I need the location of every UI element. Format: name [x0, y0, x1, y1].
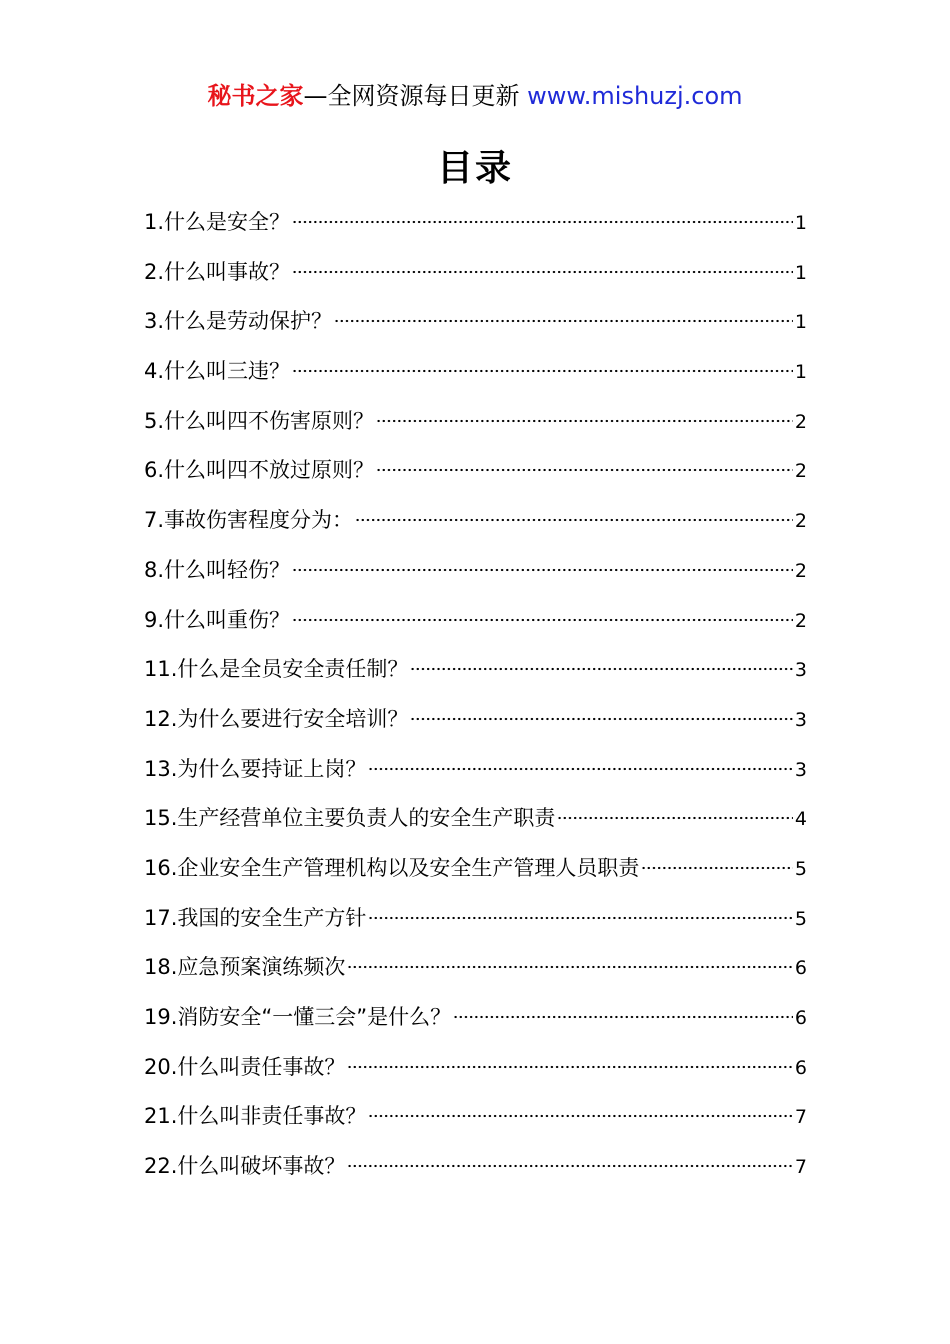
toc-page-number: 1: [794, 212, 807, 234]
toc-page-number: 2: [794, 609, 807, 632]
toc-entry-label: 6.什么叫四不放过原则？: [144, 458, 375, 483]
toc-page-number: 6: [794, 957, 807, 980]
toc-dot-leader: [292, 618, 793, 622]
toc-entry[interactable]: [144, 446, 807, 496]
toc-dot-leader: [292, 220, 793, 224]
toc-dot-leader: [347, 965, 793, 969]
toc-dot-leader: [334, 319, 793, 323]
toc-entry[interactable]: [144, 695, 807, 745]
toc-entry-label: 15.生产经营单位主要负责人的安全生产职责: [144, 806, 556, 831]
header-tagline: —全网资源每日更新: [303, 82, 520, 110]
toc-page-number: 1: [794, 361, 807, 384]
toc-entry[interactable]: [144, 248, 807, 298]
toc-entry-label: 3.什么是劳动保护？: [144, 309, 333, 334]
toc-dot-leader: [453, 1015, 793, 1019]
toc-entry-label: 1.什么是安全？: [144, 210, 291, 234]
toc-page-number: 2: [794, 559, 807, 582]
toc-entry-label: 16.企业安全生产管理机构以及安全生产管理人员职责: [144, 855, 640, 880]
toc-page-number: 3: [794, 659, 807, 682]
toc-dot-leader: [292, 270, 793, 274]
site-header: [0, 78, 950, 114]
toc-entry-label: 17.我国的安全生产方针: [144, 905, 367, 930]
toc-entry[interactable]: [144, 546, 807, 596]
toc-entry-label: 19.消防安全“一懂三会”是什么？: [144, 1005, 452, 1029]
toc-page-number: 1: [794, 311, 807, 334]
toc-entry-label: 5.什么叫四不伤害原则？: [144, 408, 375, 433]
toc-entry-label: 21.什么叫非责任事故？: [144, 1104, 367, 1129]
toc-entry[interactable]: [144, 794, 807, 844]
toc-dot-leader: [292, 568, 793, 572]
site-url-link[interactable]: www.mishuzj.com: [527, 82, 743, 110]
toc-dot-leader: [368, 916, 793, 920]
toc-dot-leader: [641, 866, 793, 870]
toc-page-number: 5: [794, 907, 807, 930]
toc-page-number: 7: [794, 1106, 807, 1129]
toc-dot-leader: [410, 717, 793, 721]
toc-page-number: 3: [794, 758, 807, 781]
page-title: 目录: [436, 147, 513, 189]
brand-name: 秘书之家: [207, 82, 304, 110]
toc-entry-label: 13.为什么要持证上岗？: [144, 756, 367, 781]
toc-entry-label: 20.什么叫责任事故？: [144, 1054, 346, 1079]
toc-page-number: 6: [794, 1056, 807, 1079]
toc-entry[interactable]: [144, 1092, 807, 1142]
toc-entry[interactable]: [144, 1142, 807, 1192]
toc-page-number: 1: [794, 261, 807, 284]
toc-page-number: 6: [794, 1007, 807, 1029]
toc-entry[interactable]: [144, 943, 807, 993]
toc-dot-leader: [347, 1164, 793, 1168]
toc-dot-leader: [376, 419, 793, 423]
toc-entry[interactable]: [144, 745, 807, 795]
toc-dot-leader: [355, 518, 793, 522]
toc-dot-leader: [557, 816, 793, 820]
toc-dot-leader: [347, 1065, 793, 1069]
toc-dot-leader: [292, 369, 793, 373]
toc-entry-label: 11.什么是全员安全责任制？: [144, 657, 409, 682]
toc-page-number: 4: [794, 808, 807, 831]
toc-entry[interactable]: [144, 844, 807, 894]
toc-dot-leader: [376, 468, 793, 472]
toc-dot-leader: [368, 767, 793, 771]
toc-page-number: 3: [794, 708, 807, 731]
toc-entry[interactable]: [144, 993, 807, 1043]
toc-page-number: 2: [794, 510, 807, 533]
toc-entry[interactable]: [144, 645, 807, 695]
toc-entry[interactable]: [144, 397, 807, 447]
toc-entry[interactable]: [144, 347, 807, 397]
toc-entry-label: 4.什么叫三违？: [144, 359, 291, 384]
toc-dot-leader: [410, 667, 793, 671]
toc-page-number: 2: [794, 460, 807, 483]
toc-entry[interactable]: [144, 1043, 807, 1093]
table-of-contents: [144, 198, 807, 1192]
toc-entry-label: 2.什么叫事故？: [144, 259, 291, 284]
toc-entry[interactable]: [144, 496, 807, 546]
toc-entry-label: 7.事故伤害程度分为：: [144, 508, 354, 533]
toc-entry-label: 22.什么叫破坏事故？: [144, 1154, 346, 1179]
toc-page-number: 2: [794, 410, 807, 433]
toc-entry[interactable]: [144, 198, 807, 248]
toc-entry-label: 9.什么叫重伤？: [144, 607, 291, 632]
toc-page-number: 5: [794, 857, 807, 880]
toc-entry[interactable]: [144, 596, 807, 646]
toc-entry-label: 12.为什么要进行安全培训？: [144, 706, 409, 731]
toc-entry[interactable]: [144, 894, 807, 944]
toc-page-number: 7: [794, 1156, 807, 1179]
toc-dot-leader: [368, 1114, 793, 1118]
toc-entry-label: 8.什么叫轻伤？: [144, 557, 291, 582]
toc-entry[interactable]: [144, 297, 807, 347]
toc-entry-label: 18.应急预案演练频次: [144, 955, 346, 980]
